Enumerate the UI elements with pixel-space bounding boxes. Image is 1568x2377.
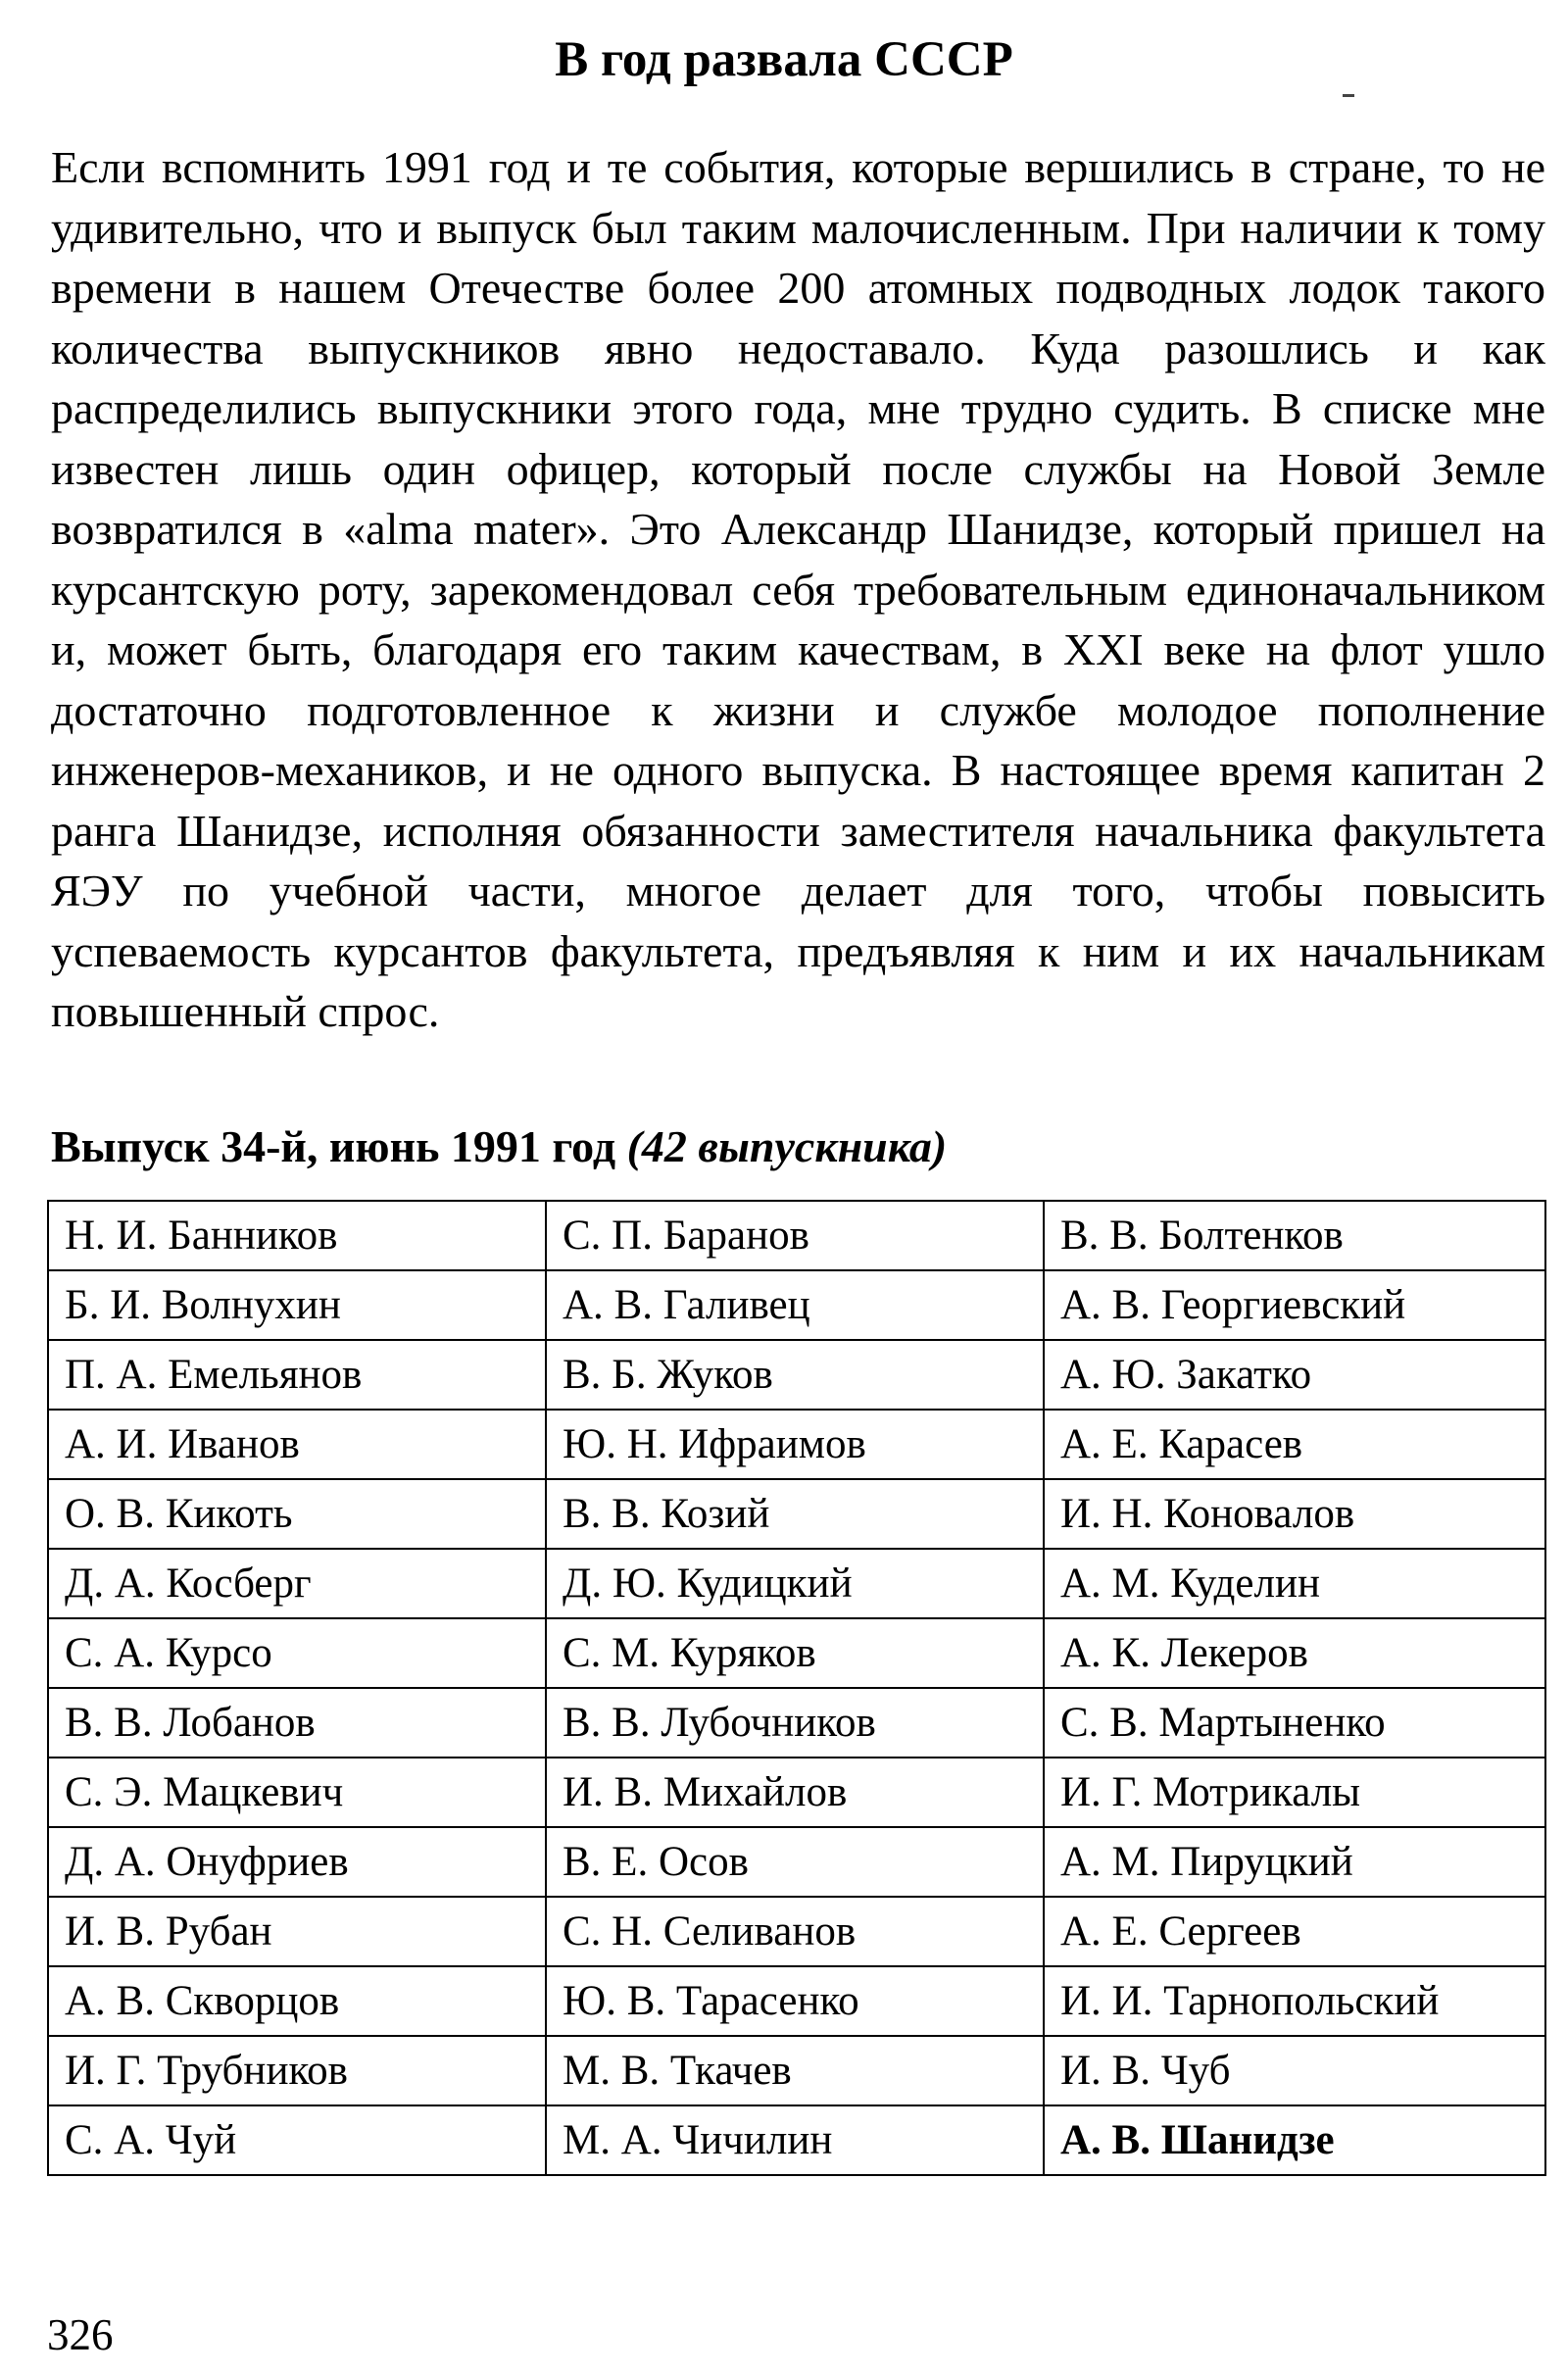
graduate-name: П. А. Емельянов: [48, 1340, 546, 1410]
graduate-name: А. В. Скворцов: [48, 1966, 546, 2036]
graduate-name: А. М. Куделин: [1044, 1549, 1545, 1618]
graduate-name: В. Е. Осов: [546, 1827, 1044, 1897]
graduate-name: А. Е. Карасев: [1044, 1410, 1545, 1479]
graduate-name: В. В. Лобанов: [48, 1688, 546, 1758]
graduate-name: О. В. Кикоть: [48, 1479, 546, 1549]
table-row: [48, 1966, 1545, 2036]
graduate-name: И. В. Чуб: [1044, 2036, 1545, 2105]
graduate-name: А. М. Пируцкий: [1044, 1827, 1545, 1897]
graduate-name: С. Э. Мацкевич: [48, 1758, 546, 1827]
table-row: [48, 1479, 1545, 1549]
graduate-name: А. Ю. Закатко: [1044, 1340, 1545, 1410]
table-row: [48, 2036, 1545, 2105]
table-row: [48, 1549, 1545, 1618]
graduate-name: И. Г. Мотрикалы: [1044, 1758, 1545, 1827]
graduate-name: В. В. Лубочников: [546, 1688, 1044, 1758]
graduate-name: А. В. Георгиевский: [1044, 1270, 1545, 1340]
graduate-name: Д. Ю. Кудицкий: [546, 1549, 1044, 1618]
graduate-name: Д. А. Косберг: [48, 1549, 546, 1618]
graduate-name: Ю. Н. Ифраимов: [546, 1410, 1044, 1479]
page-number: 326: [47, 2310, 114, 2359]
graduate-name: И. В. Рубан: [48, 1897, 546, 1966]
table-row: [48, 1340, 1545, 1410]
graduate-name: С. А. Курсо: [48, 1618, 546, 1688]
table-row: [48, 2105, 1545, 2175]
scan-speck: [1343, 94, 1354, 97]
section-heading: [51, 1117, 947, 1176]
graduate-name: М. А. Чичилин: [546, 2105, 1044, 2175]
section-heading-text: Выпуск 34-й, июнь 1991 год: [51, 1121, 616, 1171]
graduate-name: С. П. Баранов: [546, 1201, 1044, 1270]
graduate-name: И. И. Тарнопольский: [1044, 1966, 1545, 2036]
graduates-table: [47, 1200, 1546, 2176]
graduate-name: А. И. Иванов: [48, 1410, 546, 1479]
table-row: [48, 1270, 1545, 1340]
body-paragraph: Если вспомнить 1991 год и те события, которые вершились в стране, то не удивительно, что и выпуск был таким малочисленным. При наличии к тому времени в нашем Отечестве более 200 атомных подводных лодок такого количества выпускников явно недоставало. Куда разошлись и как распределились выпускники этого года, мне трудно судить. В списке мне известен лишь один офицер, который после службы на Новой Земле возвратился в «alma mater». Это Александр Шанидзе, который пришел на курсантскую роту, зарекомендовал себя требовательным единоначальником и, может быть, благодаря его таким качествам, в XXI веке на флот ушло достаточно подготовленное к жизни и службе молодое пополнение инженеров-механиков, и не одного выпуска. В настоящее время капитан 2 ранга Шанидзе, исполняя обязанности заместителя начальника факультета ЯЭУ по учебной части, многое делает для того, чтобы повысить успеваемость курсантов факультета, предъявляя к ним и их начальникам повышенный спрос.: [51, 142, 1545, 1036]
graduate-name-highlighted: А. В. Шанидзе: [1044, 2105, 1545, 2175]
graduate-name: И. Н. Коновалов: [1044, 1479, 1545, 1549]
graduate-name: В. В. Козий: [546, 1479, 1044, 1549]
table-row: [48, 1758, 1545, 1827]
table-row: [48, 1897, 1545, 1966]
graduate-count-note: (42 выпускника): [626, 1121, 948, 1171]
graduate-name: Б. И. Волнухин: [48, 1270, 546, 1340]
graduate-name: А. В. Галивец: [546, 1270, 1044, 1340]
graduate-name: С. Н. Селиванов: [546, 1897, 1044, 1966]
page-title: В год развала СССР: [555, 32, 1013, 87]
table-row: [48, 1201, 1545, 1270]
table-row: [48, 1618, 1545, 1688]
graduate-name: И. Г. Трубников: [48, 2036, 546, 2105]
table-row: [48, 1410, 1545, 1479]
graduate-name: М. В. Ткачев: [546, 2036, 1044, 2105]
graduate-name: В. Б. Жуков: [546, 1340, 1044, 1410]
graduate-name: Д. А. Онуфриев: [48, 1827, 546, 1897]
graduate-name: А. Е. Сергеев: [1044, 1897, 1545, 1966]
table-row: [48, 1688, 1545, 1758]
graduate-name: Н. И. Банников: [48, 1201, 546, 1270]
table-row: [48, 1827, 1545, 1897]
graduate-name: Ю. В. Тарасенко: [546, 1966, 1044, 2036]
graduate-name: В. В. Болтенков: [1044, 1201, 1545, 1270]
graduate-name: И. В. Михайлов: [546, 1758, 1044, 1827]
graduate-name: А. К. Лекеров: [1044, 1618, 1545, 1688]
graduate-name: С. М. Куряков: [546, 1618, 1044, 1688]
graduate-name: С. А. Чуй: [48, 2105, 546, 2175]
graduate-name: С. В. Мартыненко: [1044, 1688, 1545, 1758]
